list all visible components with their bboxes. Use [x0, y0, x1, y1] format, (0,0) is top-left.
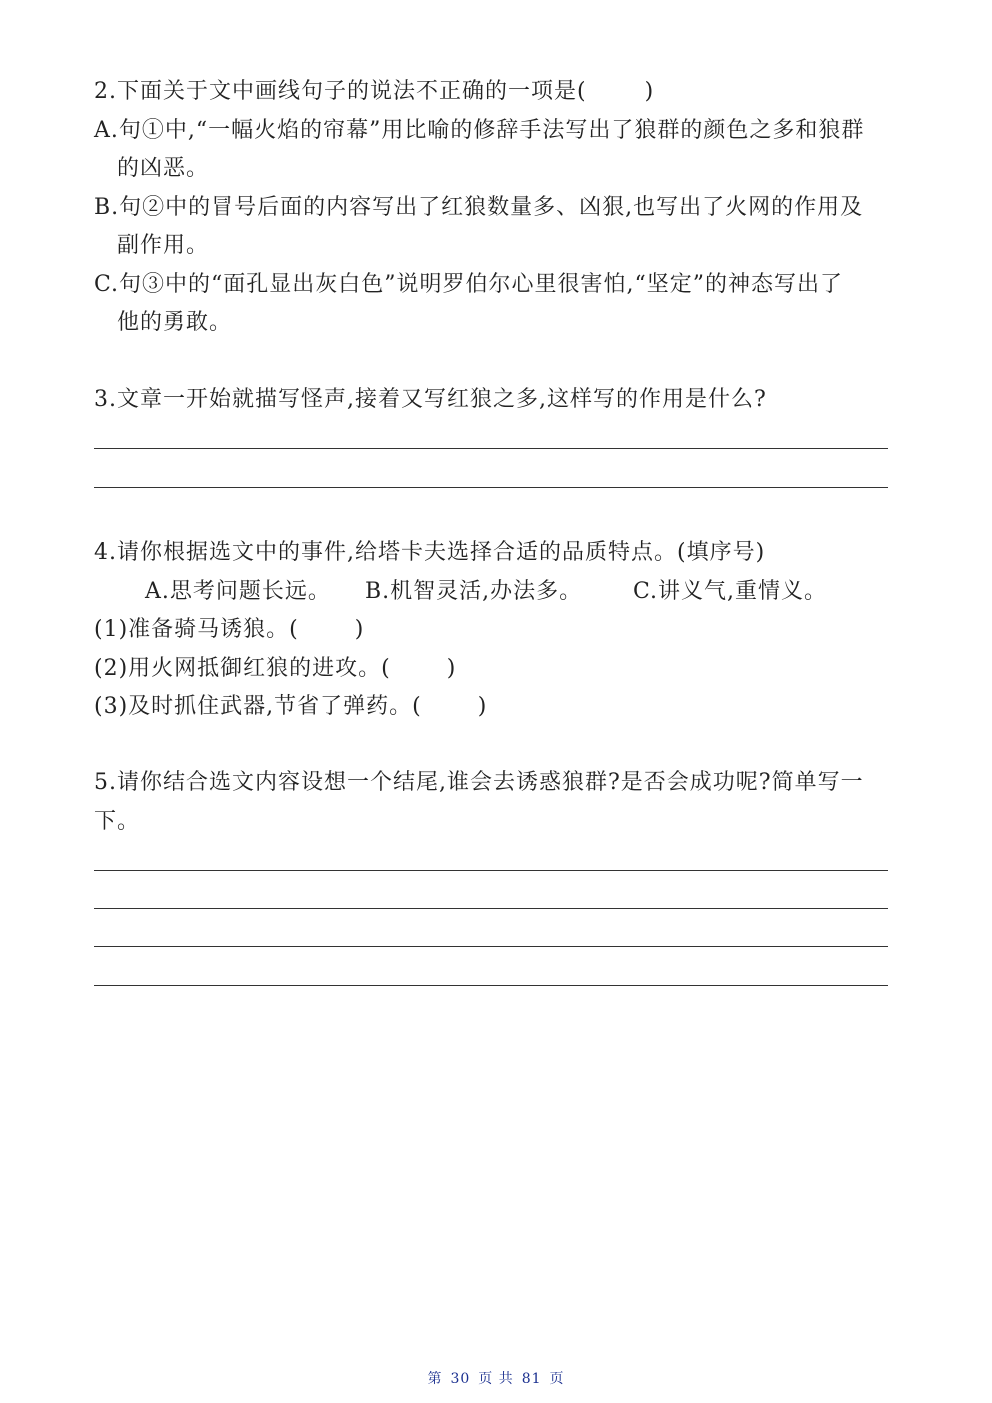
- footer-prefix: 第: [427, 1371, 443, 1387]
- footer-mid: 页 共: [478, 1371, 514, 1387]
- q3-answer-line-1[interactable]: [94, 448, 888, 449]
- q5-answer-line-2[interactable]: [94, 908, 888, 909]
- q4-item-2: [94, 654, 456, 684]
- q2-option-c-line2: 他的勇敢。: [117, 310, 233, 335]
- q4-item-2-close: ): [446, 656, 457, 681]
- q5-stem-line2: 下。: [94, 809, 141, 834]
- q4-item-3: [94, 692, 487, 722]
- q4-item-3-close: ): [477, 694, 488, 719]
- q5-stem-line1: 5.请你结合选文内容设想一个结尾,谁会去诱惑狼群?是否会成功呢?简单写一: [94, 770, 864, 795]
- q4-choice-b: B.机智灵活,办法多。: [365, 579, 583, 604]
- q4-choices: [145, 577, 827, 607]
- footer-total-pages: 81: [521, 1371, 542, 1387]
- q4-item-1: [94, 615, 364, 645]
- q4-choice-c: C.讲义气,重情义。: [633, 579, 828, 604]
- q2-stem-close: ): [644, 79, 655, 104]
- q4-stem: 4.请你根据选文中的事件,给塔卡夫选择合适的品质特点。(填序号): [94, 540, 766, 565]
- q4-item-2-text: (2)用火网抵御红狼的进攻。(: [94, 656, 391, 681]
- q2-option-b-line1: B.句②中的冒号后面的内容写出了红狼数量多、凶狠,也写出了火网的作用及: [94, 195, 864, 220]
- q4-item-1-text: (1)准备骑马诱狼。(: [94, 617, 299, 642]
- q2-option-a-line1: A.句①中,“一幅火焰的帘幕”用比喻的修辞手法写出了狼群的颜色之多和狼群: [94, 118, 865, 143]
- q3-answer-line-2[interactable]: [94, 487, 888, 488]
- q2-option-a-line2: 的凶恶。: [117, 156, 210, 181]
- q4-item-1-close: ): [354, 617, 365, 642]
- q5-answer-line-4[interactable]: [94, 985, 888, 986]
- q4-choice-a: A.思考问题长远。: [145, 579, 331, 604]
- footer-current-page: 30: [450, 1371, 471, 1387]
- page-footer: [0, 1368, 992, 1388]
- q2-stem: [94, 77, 654, 107]
- q3-stem: 3.文章一开始就描写怪声,接着又写红狼之多,这样写的作用是什么?: [94, 387, 767, 412]
- q2-option-b-line2: 副作用。: [117, 233, 210, 258]
- q5-answer-line-3[interactable]: [94, 946, 888, 947]
- q4-item-3-text: (3)及时抓住武器,节省了弹药。(: [94, 694, 422, 719]
- q5-answer-line-1[interactable]: [94, 870, 888, 871]
- q2-option-c-line1: C.句③中的“面孔显出灰白色”说明罗伯尔心里很害怕,“坚定”的神态写出了: [94, 272, 844, 297]
- footer-suffix: 页: [549, 1371, 565, 1387]
- q2-stem-text: 2.下面关于文中画线句子的说法不正确的一项是(: [94, 79, 587, 104]
